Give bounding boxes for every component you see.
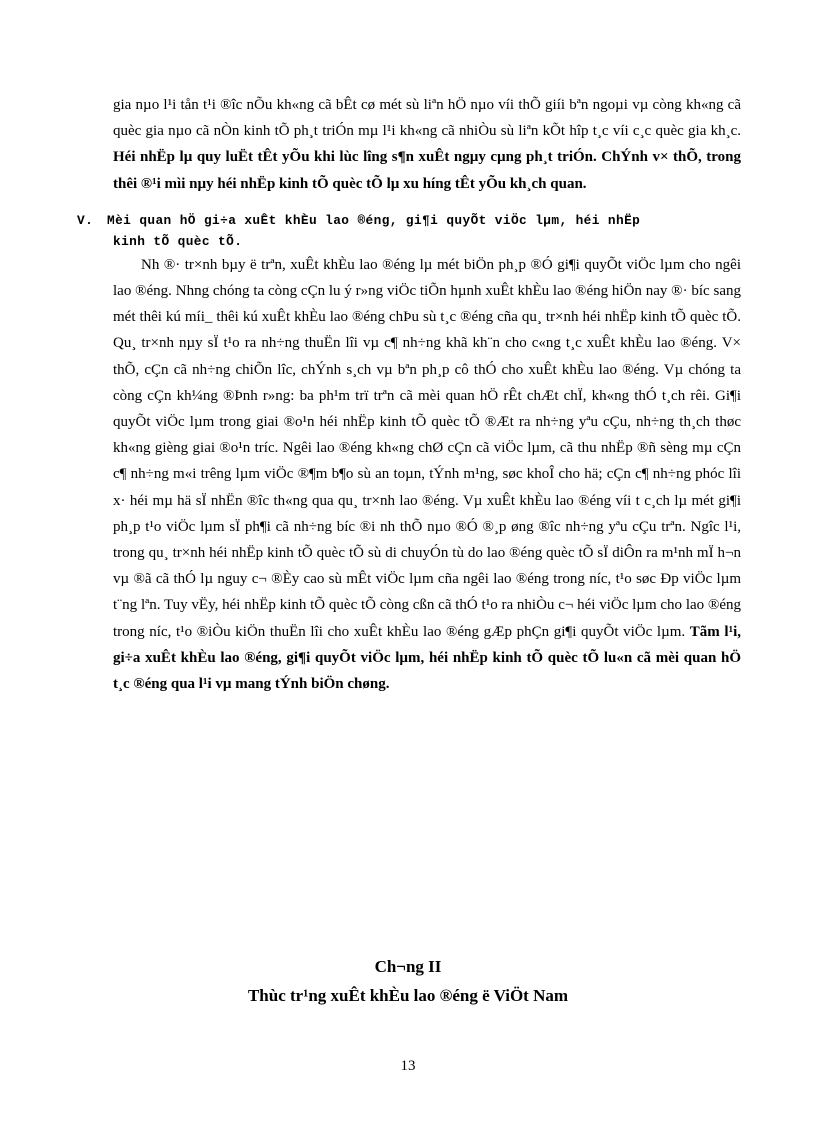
page-number: 13 [400,1058,416,1074]
section-title-line2: kinh tÕ quèc tÕ. [113,233,243,249]
paragraph-integration-text: gia nµo l¹i tån t¹i ®îc nÕu kh«ng cã bÊt cø mét sù liªn hÖ nµo víi thÕ giíi bªn ngoµi vµ còng kh«ng cã quèc gia nµo cã nÒn kinh tÕ ph¸t triÓn mµ l¹i kh«ng cã nhiÒu sù liªn kÕt hîp t¸c víi c¸c quèc gia kh¸c. [113,97,741,140]
paragraph-integration-bold: Héi nhËp lµ quy luËt tÊt yÕu khi lùc lîng s¶n xuÊt ngµy cµng ph¸t triÓn. ChÝnh v× thÕ, trong thêi ®¹i mìi nµy héi nhËp kinh tÕ quèc tÕ lµ xu híng tÊt yÕu kh¸ch quan. [113,149,741,192]
paragraph-integration [113,92,741,197]
paragraph-relationship-text: Nh ®· tr×nh bµy ë trªn, xuÊt khÈu lao ®éng lµ mét biÖn ph¸p ®Ó gi¶i quyÕt viÖc lµm cho ngêi lao ®éng. Nhng chóng ta còng cÇn lu ý r»ng viÖc tiÕn hµnh xuÊt khÈu lao ®éng hiÖn nay ®· bíc sang mét thêi kú míi_ thêi kú xuÊt khÈu lao ®éng chÞu sù t¸c ®éng cña qu¸ tr×nh héi nhËp kinh tÕ quèc tÕ. Qu¸ tr×nh nµy sÏ t¹o ra nh÷ng thuËn lîi vµ c¶ nh÷ng khã kh¨n cho c«ng t¸c xuÊt khÈu lao ®éng. V× thÕ, cÇn cã nh÷ng chiÕn lîc, chÝnh s¸ch vµ bªn ph¸p cô thÓ cho xuÊt khÈu lao ®éng. Vµ chóng ta còng cÇn kh¼ng ®Þnh r»ng: ba ph¹m trï trªn cã mèi quan hÖ rÊt chÆt chÏ, kh«ng thÓ t¸ch rêi. Gi¶i quyÕt viÖc lµm trong giai ®o¹n héi nhËp kinh tÕ quèc tÕ ®Æt ra nh÷ng yªu cÇu, nh÷ng th¸ch thøc kh«ng gièng giai ®o¹n tríc. Ngêi lao ®éng kh«ng chØ cÇn cã viÖc lµm, cã thu nhËp ®ñ sèng mµ cÇn c¶ nh÷ng m«i trêng lµm viÖc ®¶m b¶o sù an toµn, tÝnh m¹ng, søc khoÎ cho hä; cÇn c¶ nh÷ng phóc lîi x· héi mµ hä sÏ nhËn ®îc th«ng qua qu¸ tr×nh lao ®éng. Vµ xuÊt khÈu lao ®éng víi t c¸ch lµ mét gi¶i ph¸p t¹o viÖc lµm sÏ ph¶i cã nh÷ng bíc ®i nh thÕ nµo ®Ó ®¸p øng ®îc nh÷ng yªu cÇu trªn. Ngîc l¹i, trong qu¸ tr×nh héi nhËp kinh tÕ quèc tÕ sù di chuyÓn tù do lao ®éng quèc tÕ sÏ diÔn ra m¹nh mÏ h¬n vµ ®ã cã thÓ lµ nguy c¬ ®Èy cao sù mÊt viÖc lµm cña ngêi lao ®éng trong níc, t¹o søc Ðp viÖc lµm t¨ng lªn. Tuy vËy, héi nhËp kinh tÕ quèc tÕ còng cßn cã thÓ t¹o ra nhiÒu c¬ héi viÖc lµm cho lao ®éng trong níc, t¹o ®iÒu kiÖn thuËn lîi cho xuÊt khÈu lao ®éng gÆp phÇn gi¶i quyÕt viÖc lµm. [113,256,741,640]
paragraph-relationship [113,252,741,697]
page-body [77,92,741,697]
section-number: V. [77,212,94,228]
chapter-title: Thùc tr¹ng xuÊt khÈu lao ®éng ë ViÖt Nam [247,986,569,1005]
paragraph-relationship-bold: Tãm l¹i, gi÷a xuÊt khÈu lao ®éng, gi¶i quyÕt viÖc lµm, héi nhËp kinh tÕ quèc tÕ lu«n cã mèi quan hÖ t¸c ®éng qua l¹i vµ mang tÝnh biÖn chøng. [113,623,741,693]
section-title-line1: Mèi quan hÖ gi÷a xuÊt khÈu lao ®éng, gi¶i quyÕt viÖc lµm, héi nhËp [107,212,641,228]
section-heading [77,210,741,252]
chapter-label: Ch¬ng II [374,957,442,976]
